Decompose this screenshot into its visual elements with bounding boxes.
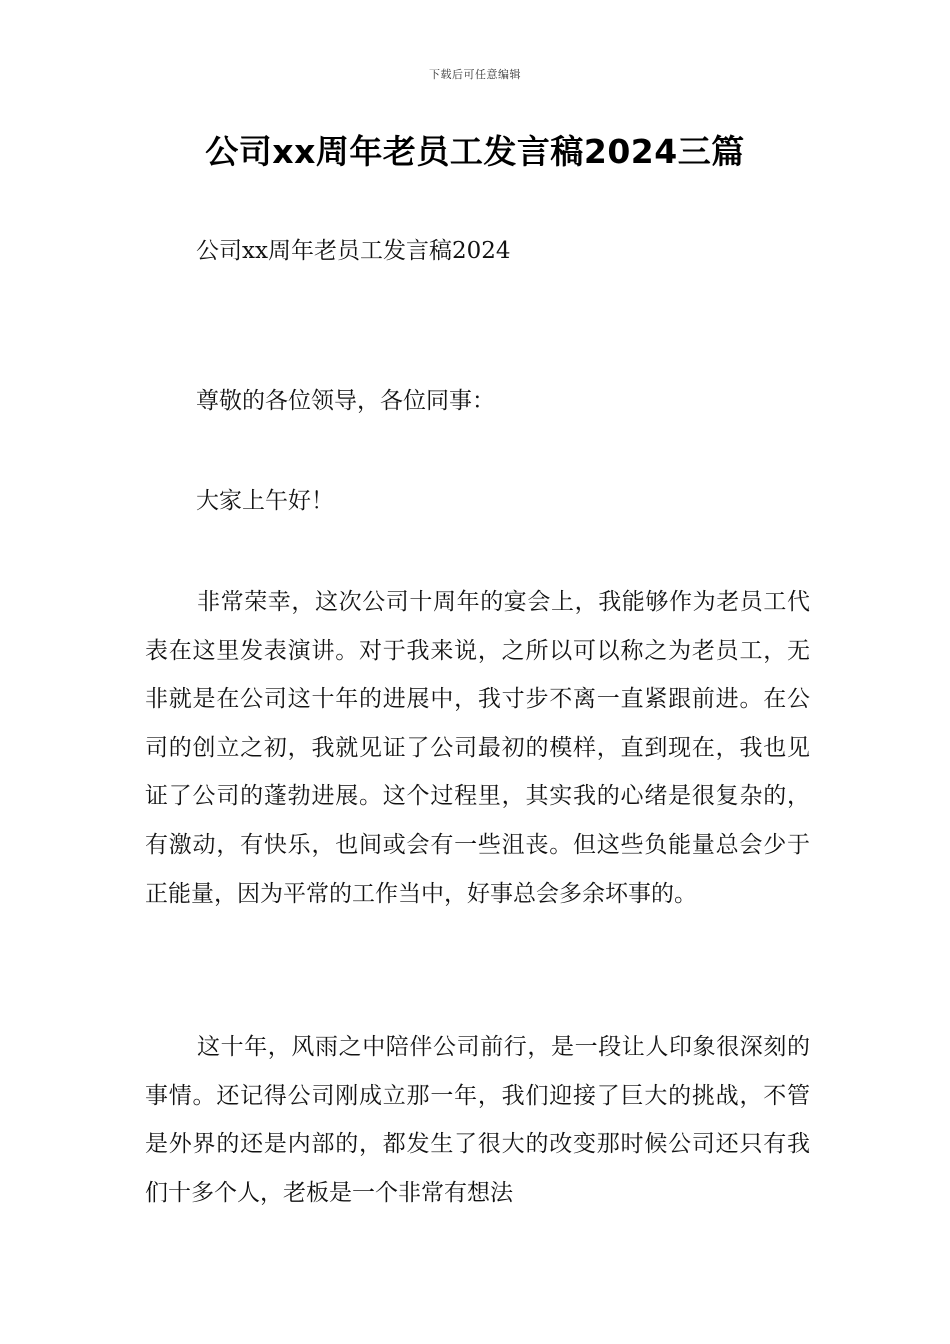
greeting: 大家上午好！	[196, 488, 334, 514]
salutation: 尊敬的各位领导，各位同事：	[196, 388, 495, 414]
body-paragraph: 非常荣幸，这次公司十周年的宴会上，我能够作为老员工代表在这里发表演讲。对于我来说，之所以可以称之为老员工，无非就是在公司这十年的进展中，我寸步不离一直紧跟前进。在公司的创立之初，我就见证了公司最初的模样，直到现在，我也见证了公司的蓬勃进展。这个过程里，其实我的心绪是很复杂的，有激动，有快乐，也间或会有一些沮丧。但这些负能量总会少于正能量，因为平常的工作当中，好事总会多余坏事的。	[145, 589, 810, 907]
body-paragraph: 这十年，风雨之中陪伴公司前行，是一段让人印象很深刻的事情。还记得公司刚成立那一年，我们迎接了巨大的挑战，不管是外界的还是内部的，都发生了很大的改变那时候公司还只有我们十多个人，老板是一个非常有想法	[145, 1034, 810, 1206]
document-title: 公司xx周年老员工发言稿2024三篇	[205, 132, 745, 171]
header-note: 下载后可任意编辑	[429, 68, 521, 81]
document-subtitle: 公司xx周年老员工发言稿2024	[196, 238, 511, 264]
